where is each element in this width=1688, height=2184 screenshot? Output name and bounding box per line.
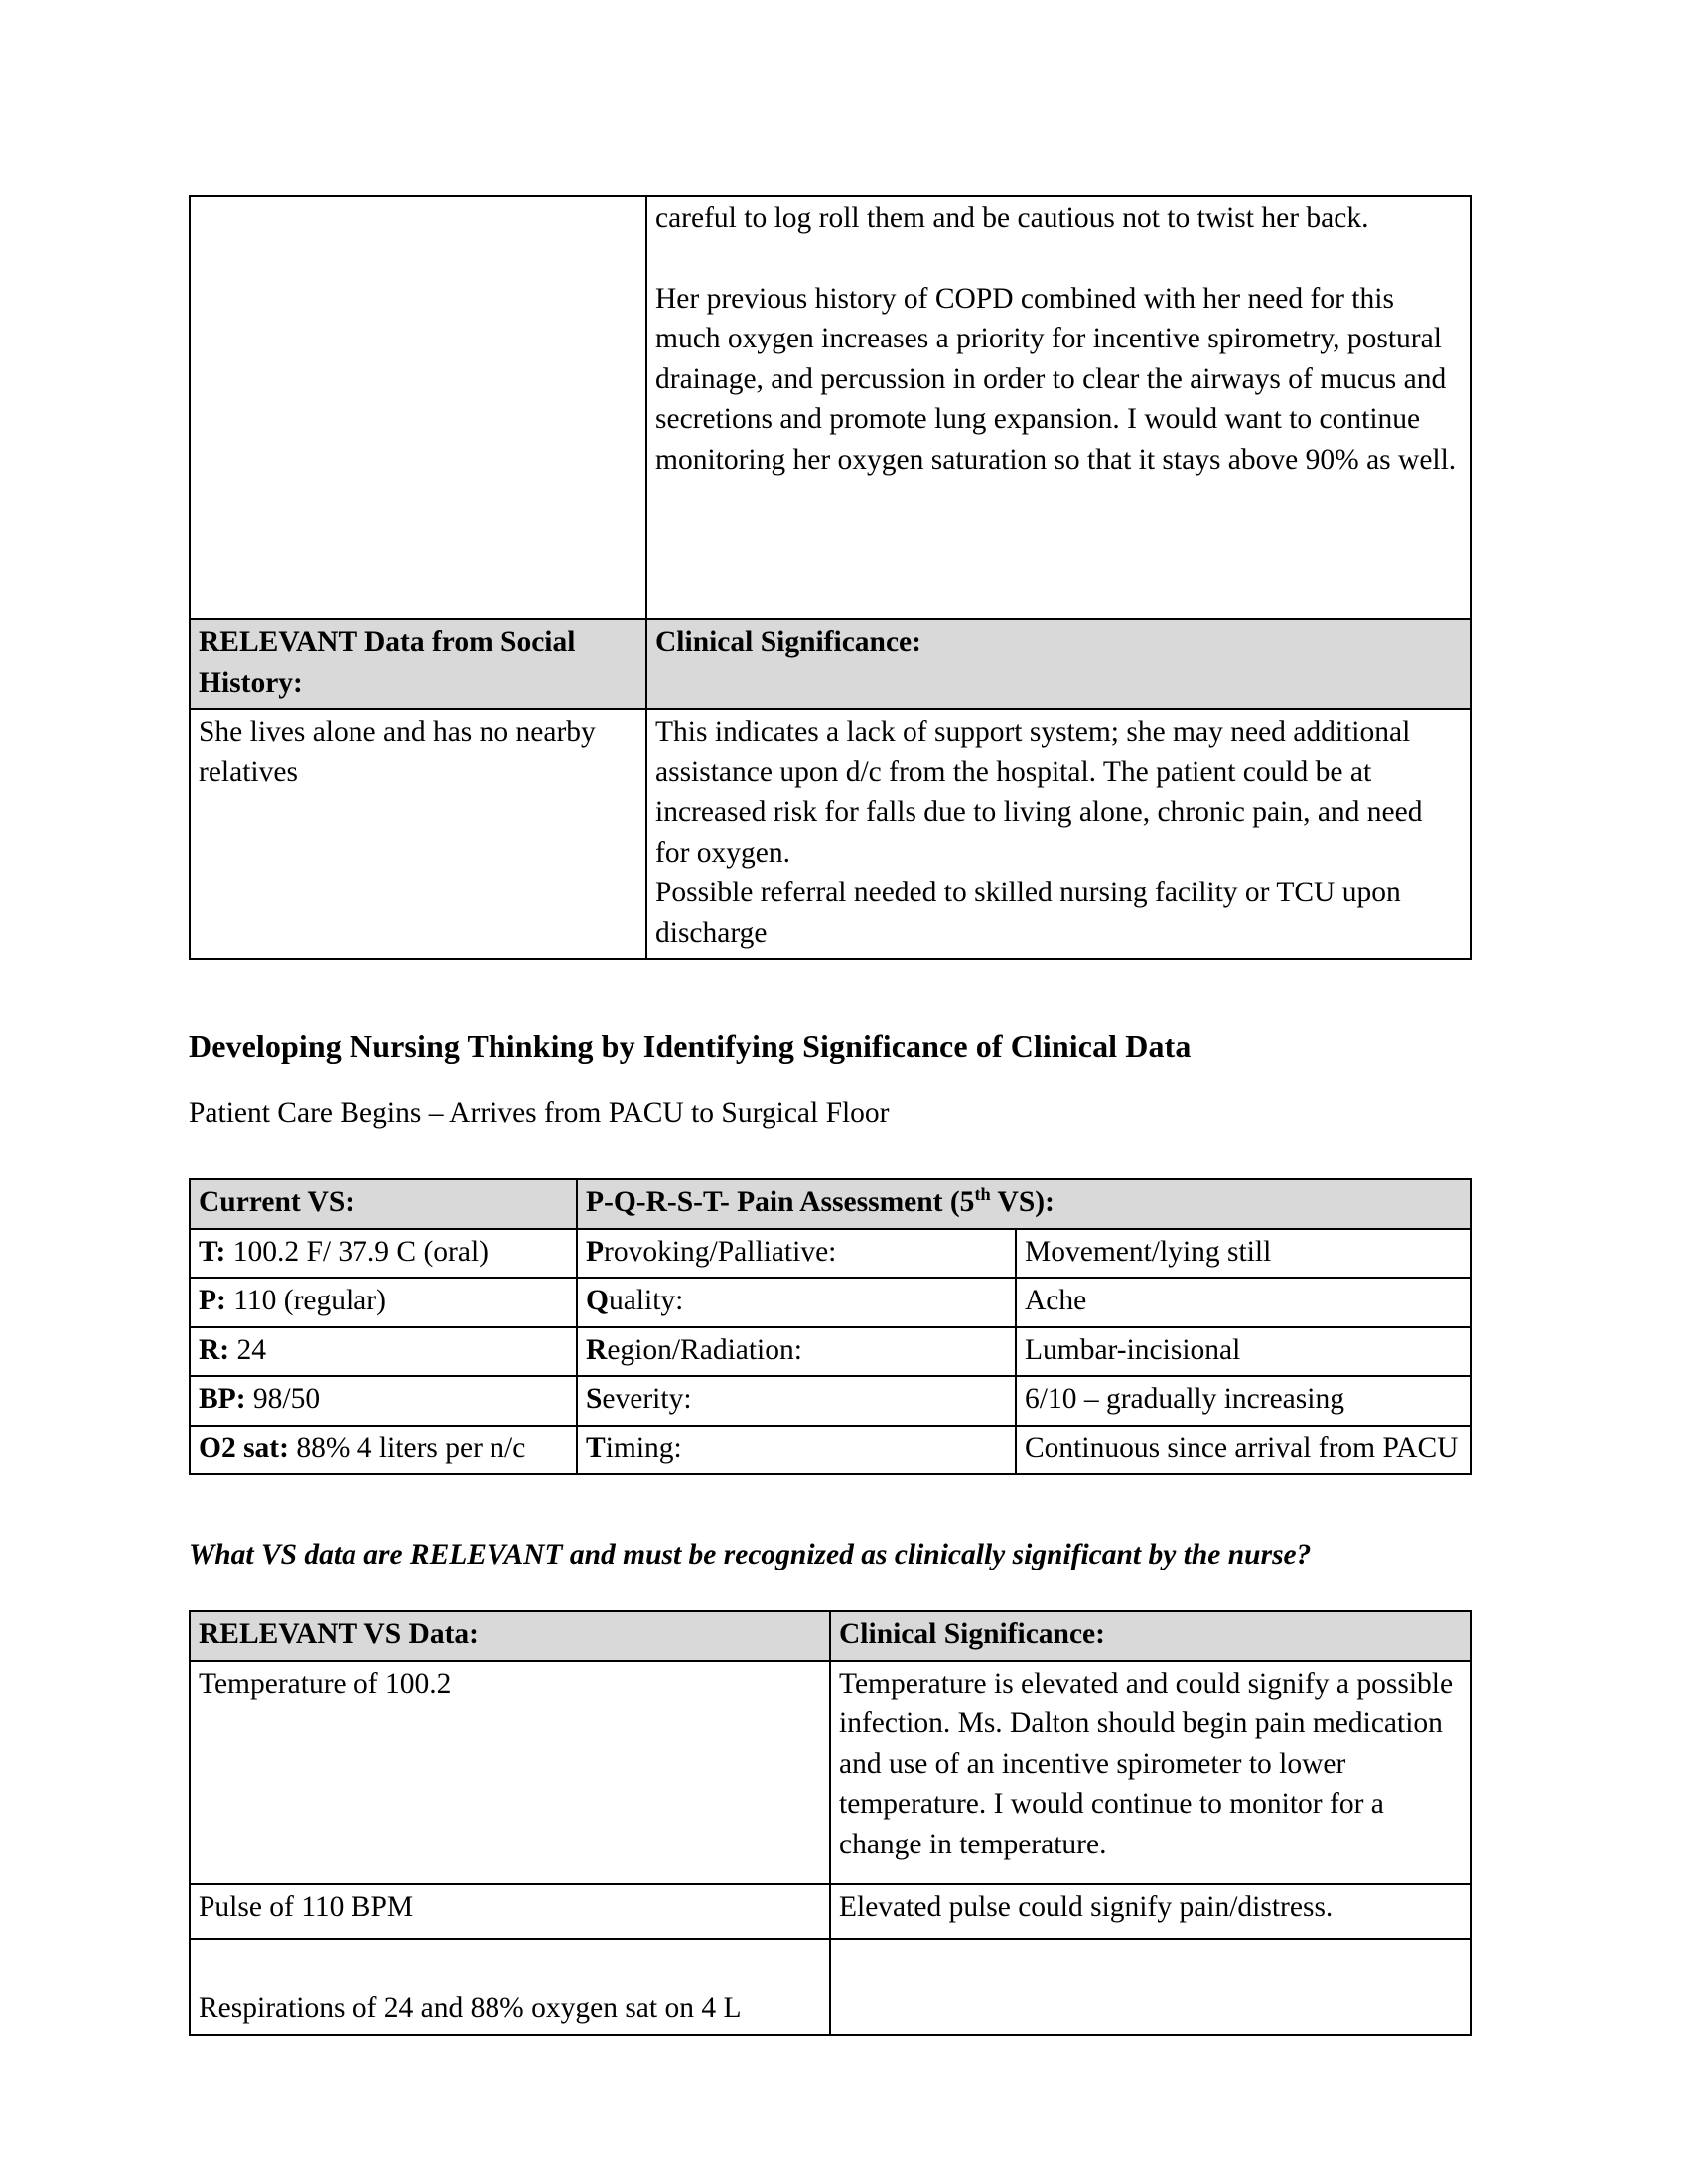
pqrst-word: uality: [608, 1285, 684, 1316]
social-history-header-right: Clinical Significance: [646, 619, 1471, 709]
table-header-row [190, 1179, 1471, 1229]
relevant-vs-data-respirations: Respirations of 24 and 88% oxygen sat on 4 L [190, 1939, 830, 2035]
social-history-table [189, 195, 1472, 960]
table-header-row [190, 619, 1471, 709]
vs-value: 100.2 F/ 37.9 C (oral) [225, 1235, 489, 1268]
relevant-vs-significance-temperature: Temperature is elevated and could signify a possible infection. Ms. Dalton should begin pain medication and use of an incentive spirometer to lower temperature. I would continue to monitor for a change in temperature. [830, 1661, 1471, 1884]
table-row [190, 1884, 1471, 1939]
significance-paragraph-1: This indicates a lack of support system; she may need additional assistance upon d/c from the hospital. The patient could be at increased risk for falls due to living alone, chronic pain, and need for oxygen. [655, 716, 1423, 869]
vs-row-pulse [190, 1278, 577, 1327]
pqrst-label-severity [577, 1376, 1016, 1426]
paragraph-spacer [655, 239, 1462, 279]
pqrst-letter: T [586, 1432, 606, 1464]
pqrst-header [577, 1179, 1471, 1229]
relevant-vs-table [189, 1610, 1472, 2036]
vs-row-temperature [190, 1229, 577, 1279]
vs-label: T: [199, 1235, 226, 1268]
relevant-vs-header-left: RELEVANT VS Data: [190, 1611, 830, 1661]
pqrst-word: egion/Radiation: [607, 1333, 802, 1366]
table-row [190, 1426, 1471, 1475]
vs-row-respirations [190, 1327, 577, 1377]
pqrst-label-timing [577, 1426, 1016, 1475]
vs-label: R: [199, 1333, 230, 1366]
social-history-significance-cell [646, 709, 1471, 959]
pqrst-word: everity: [602, 1383, 692, 1415]
spacer [189, 960, 1511, 1025]
spacer [189, 1574, 1511, 1610]
vs-label: BP: [199, 1383, 246, 1415]
page-title: Developing Nursing Thinking by Identifying Significance of Clinical Data [189, 1028, 1192, 1064]
vs-value: 88% 4 liters per n/c [288, 1432, 526, 1464]
pqrst-word: iming: [605, 1432, 682, 1464]
table-row [190, 1376, 1471, 1426]
table-row [190, 1661, 1471, 1884]
continued-paragraph-1: careful to log roll them and be cautious not to twist her back. [655, 203, 1369, 234]
vs-row-oxygen-saturation [190, 1426, 577, 1475]
continued-paragraph-2: Her previous history of COPD combined with her need for this much oxygen increases a priority for incentive spirometry, postural drainage, and percussion in order to clear the airways of mucus and secretions and promote lung expansion. I would want to continue monitoring her oxygen saturation so that it stays above 90% as well. [655, 282, 1457, 476]
pqrst-header-ordinal: th [974, 1184, 991, 1205]
vs-value: 98/50 [245, 1383, 321, 1415]
spacer [189, 1133, 1511, 1178]
table-row [190, 1939, 1471, 2035]
table-row [190, 1327, 1471, 1377]
relevant-vs-significance-respirations [830, 1939, 1471, 2035]
table-row [190, 196, 1471, 619]
relevant-vs-header-right: Clinical Significance: [830, 1611, 1471, 1661]
relevant-vs-data-temperature: Temperature of 100.2 [190, 1661, 830, 1884]
continued-significance-cell [646, 196, 1471, 619]
pqrst-label-quality [577, 1278, 1016, 1327]
table-row [190, 709, 1471, 959]
vs-label: O2 sat: [199, 1432, 289, 1464]
table-row [190, 1278, 1471, 1327]
pqrst-letter: Q [586, 1285, 609, 1316]
pqrst-value-provoking: Movement/lying still [1016, 1229, 1471, 1279]
section-subtitle: Patient Care Begins – Arrives from PACU to Surgical Floor [189, 1097, 890, 1129]
pqrst-header-prefix: P-Q-R-S-T- Pain Assessment (5 [586, 1186, 975, 1218]
relevant-vs-data-pulse: Pulse of 110 BPM [190, 1884, 830, 1939]
social-history-data-cell: She lives alone and has no nearby relatives [190, 709, 646, 959]
reflection-question: What VS data are RELEVANT and must be recognized as clinically significant by the nurse? [189, 1539, 1312, 1570]
current-vs-header: Current VS: [190, 1179, 577, 1229]
relevant-vs-significance-pulse: Elevated pulse could signify pain/distress. [830, 1884, 1471, 1939]
pqrst-letter: S [586, 1383, 603, 1415]
pqrst-letter: R [586, 1333, 608, 1366]
vs-value: 24 [229, 1333, 267, 1366]
table-row [190, 1229, 1471, 1279]
pqrst-label-region [577, 1327, 1016, 1377]
current-vs-table [189, 1178, 1472, 1475]
pqrst-value-region: Lumbar-incisional [1016, 1327, 1471, 1377]
pqrst-label-provoking [577, 1229, 1016, 1279]
pqrst-header-suffix: VS): [990, 1186, 1055, 1218]
spacer [189, 1475, 1511, 1535]
pqrst-value-timing: Continuous since arrival from PACU [1016, 1426, 1471, 1475]
significance-paragraph-2: Possible referral needed to skilled nursing facility or TCU upon discharge [655, 877, 1401, 949]
vs-row-blood-pressure [190, 1376, 577, 1426]
social-history-header-left: RELEVANT Data from Social History: [190, 619, 646, 709]
vs-value: 110 (regular) [225, 1285, 386, 1316]
pqrst-word: rovoking/Palliative: [604, 1235, 837, 1268]
continued-empty-cell [190, 196, 646, 619]
pqrst-letter: P [586, 1235, 605, 1268]
table-header-row [190, 1611, 1471, 1661]
pqrst-value-quality: Ache [1016, 1278, 1471, 1327]
vs-label: P: [199, 1285, 226, 1316]
spacer [189, 1067, 1511, 1093]
pqrst-value-severity: 6/10 – gradually increasing [1016, 1376, 1471, 1426]
